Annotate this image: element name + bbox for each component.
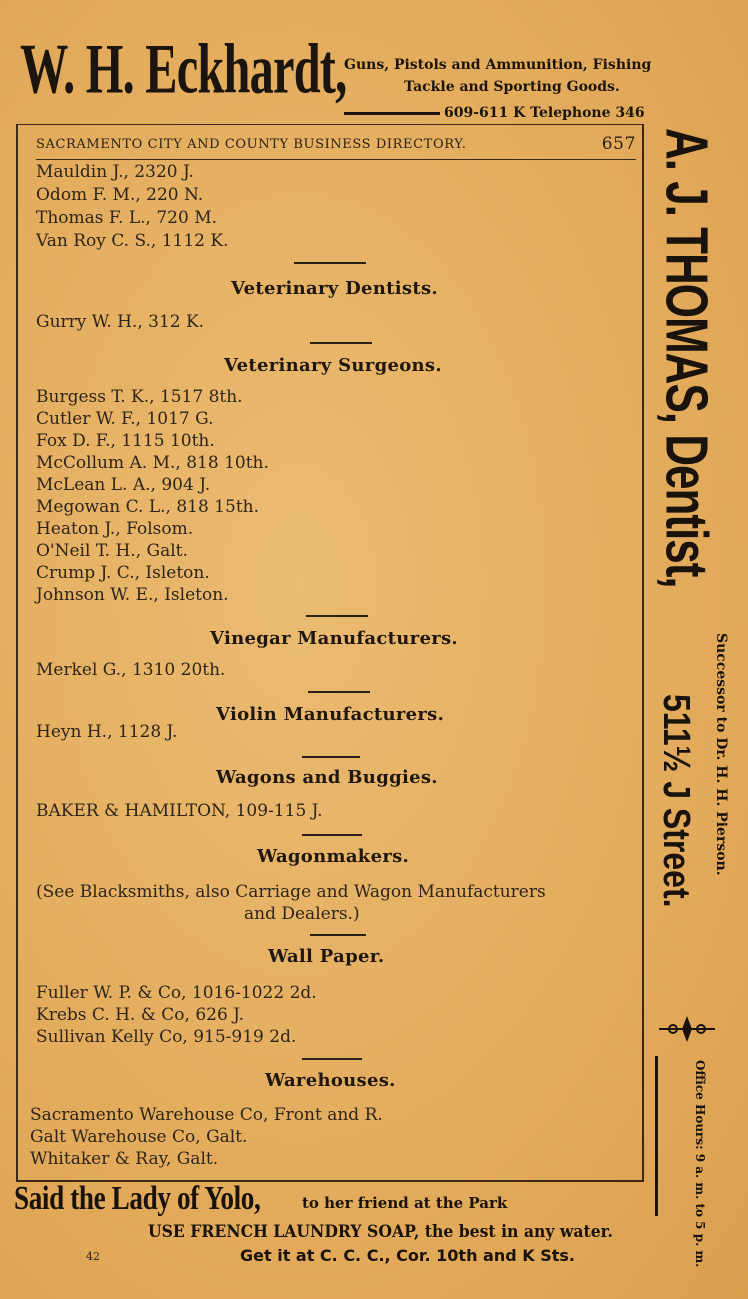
header-line-address: 609-611 K Telephone 346	[444, 105, 645, 121]
directory-title: SACRAMENTO CITY AND COUNTY BUSINESS DIRECTORY.	[36, 137, 467, 152]
ornament-icon	[657, 1014, 717, 1044]
dentist-address: 511½ J Street.	[655, 694, 699, 908]
list-item: Cutler W. F., 1017 G.	[36, 409, 214, 429]
list-item: Thomas F. L., 720 M.	[36, 208, 218, 228]
section-heading: Veterinary Dentists.	[231, 278, 438, 299]
section-rule	[302, 1058, 362, 1060]
section-rule	[306, 615, 368, 617]
running-head	[36, 134, 636, 154]
list-item: Van Roy C. S., 1112 K.	[36, 231, 229, 251]
section-heading: Vinegar Manufacturers.	[210, 628, 458, 649]
list-item: Odom F. M., 220 N.	[36, 185, 204, 205]
list-item: Mauldin J., 2320 J.	[36, 162, 194, 182]
section-heading: Warehouses.	[265, 1070, 396, 1091]
soap-advert: USE FRENCH LAUNDRY SOAP, the best in any water.	[148, 1222, 613, 1242]
dentist-name: A. J. THOMAS, Dentist,	[652, 128, 719, 588]
list-item: BAKER & HAMILTON, 109-115 J.	[36, 801, 323, 821]
list-item: Heaton J., Folsom.	[36, 519, 194, 539]
soap-location: Get it at C. C. C., Cor. 10th and K Sts.	[240, 1246, 575, 1265]
page-number-bottom: 42	[86, 1250, 100, 1263]
section-rule	[302, 756, 360, 758]
section-heading: Wagonmakers.	[257, 846, 410, 867]
list-item: Fox D. F., 1115 10th.	[36, 431, 215, 451]
section-heading: Wall Paper.	[268, 946, 385, 967]
list-item: McCollum A. M., 818 10th.	[36, 453, 269, 473]
header-line-tackle: Tackle and Sporting Goods.	[404, 79, 620, 95]
footer-headline	[14, 1180, 508, 1218]
footer-small-text: to her friend at the Park	[302, 1194, 508, 1212]
list-item: Johnson W. E., Isleton.	[36, 585, 229, 605]
list-item: Heyn H., 1128 J.	[36, 722, 178, 742]
list-item: Crump J. C., Isleton.	[36, 563, 210, 583]
section-rule	[308, 691, 370, 693]
office-hours: Office Hours: 9 a. m. to 5 p. m.	[693, 1060, 707, 1268]
list-item: Megowan C. L., 818 15th.	[36, 497, 260, 517]
list-item: Sullivan Kelly Co, 915-919 2d.	[36, 1027, 297, 1047]
list-item: Whitaker & Ray, Galt.	[30, 1149, 219, 1169]
section-rule	[310, 934, 366, 936]
section-heading: Violin Manufacturers.	[216, 704, 445, 725]
list-item: Krebs C. H. & Co, 626 J.	[36, 1005, 245, 1025]
thomas-dentist-ad	[652, 128, 735, 1268]
list-item: Sacramento Warehouse Co, Front and R.	[30, 1105, 383, 1125]
list-item: (See Blacksmiths, also Carriage and Wagon Manufacturers	[36, 882, 546, 902]
successor-note: Successor to Dr. H. H. Pierson.	[713, 633, 729, 876]
section-heading: Veterinary Surgeons.	[224, 355, 442, 376]
list-item: O'Neil T. H., Galt.	[36, 541, 188, 561]
list-item: McLean L. A., 904 J.	[36, 475, 211, 495]
section-rule	[310, 342, 372, 344]
footer-big-text: Said the Lady of Yolo,	[14, 1180, 261, 1217]
list-item: Merkel G., 1310 20th.	[36, 660, 226, 680]
section-rule	[294, 262, 366, 264]
header-rule	[344, 112, 440, 115]
section-rule	[302, 834, 362, 836]
section-heading: Wagons and Buggies.	[216, 767, 438, 788]
head-rule	[36, 159, 636, 160]
list-item: Fuller W. P. & Co, 1016-1022 2d.	[36, 983, 317, 1003]
list-item: Burgess T. K., 1517 8th.	[36, 387, 243, 407]
hours-rule	[655, 1056, 664, 1216]
list-item: Gurry W. H., 312 K.	[36, 312, 205, 332]
list-item: Galt Warehouse Co, Galt.	[30, 1127, 248, 1147]
page-number-top: 657	[601, 134, 636, 154]
list-item: and Dealers.)	[244, 904, 360, 924]
header-line-guns: Guns, Pistols and Ammunition, Fishing	[344, 57, 652, 73]
eckhardt-name: W. H. Eckhardt,	[20, 30, 347, 109]
